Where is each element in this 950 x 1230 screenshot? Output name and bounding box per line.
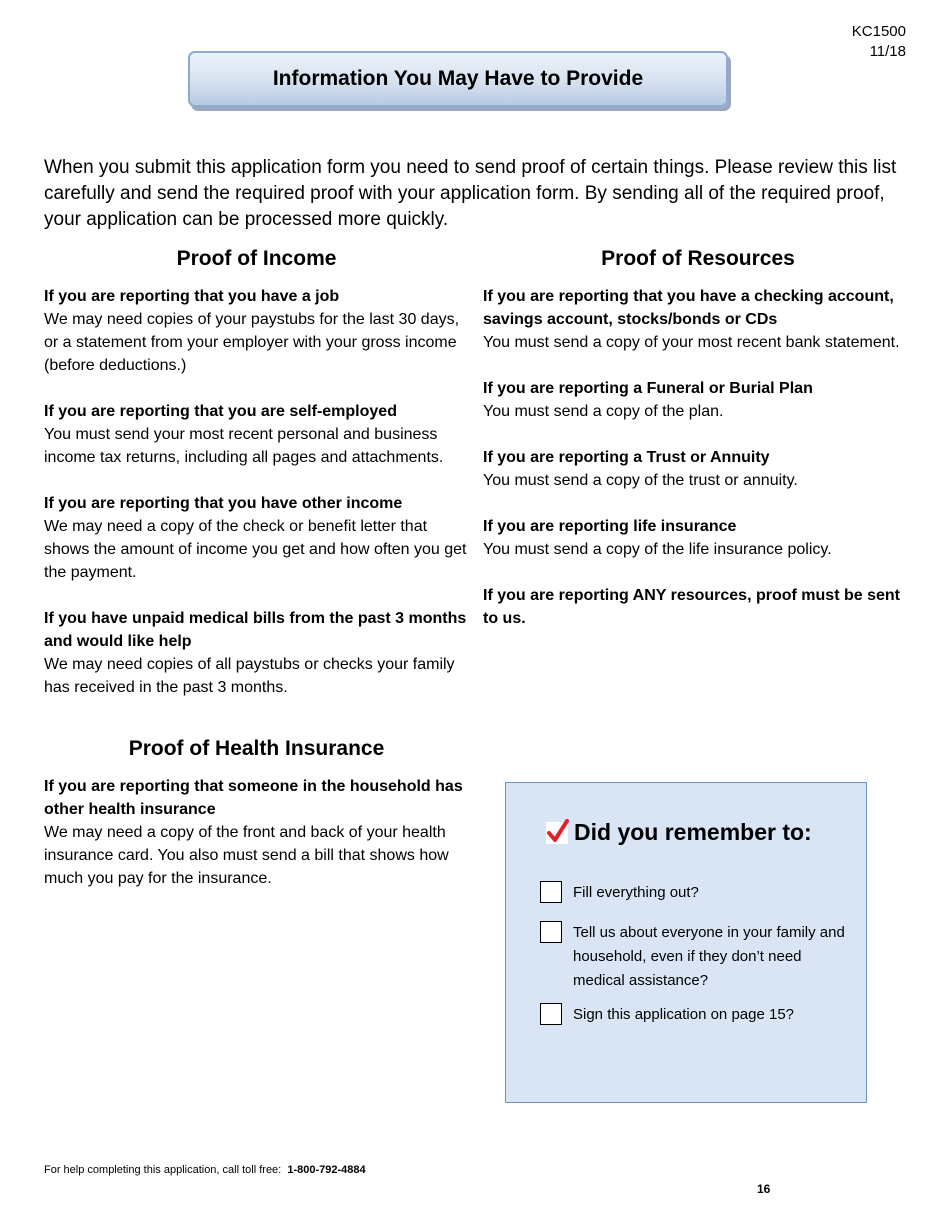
resources-item-title: If you are reporting a Funeral or Burial Plan bbox=[483, 380, 813, 397]
income-item-body: We may need copies of your paystubs for the last 30 days, or a statement from your employer with your gross income (before deductions.) bbox=[44, 311, 460, 374]
checklist-item bbox=[540, 1003, 850, 1027]
checklist-checkbox[interactable] bbox=[540, 1003, 562, 1025]
income-heading: Proof of Income bbox=[176, 247, 337, 270]
checklist-checkbox[interactable] bbox=[540, 921, 562, 943]
income-section bbox=[44, 245, 469, 722]
income-item-body: We may need a copy of the check or benefit letter that shows the amount of income you get and how often you get the payment. bbox=[44, 518, 467, 581]
resources-item bbox=[483, 446, 913, 492]
income-item-title: If you are reporting that you have other income bbox=[44, 495, 403, 512]
income-item-body: We may need copies of all paystubs or checks your family has received in the past 3 months. bbox=[44, 656, 455, 696]
income-item bbox=[44, 492, 469, 584]
income-item-title: If you are reporting that you have a job bbox=[44, 288, 340, 305]
resources-item-body: You must send a copy of the trust or annuity. bbox=[483, 472, 798, 489]
resources-item bbox=[483, 285, 913, 354]
form-code: KC1500 bbox=[851, 23, 906, 40]
resources-item-body: You must send a copy of the life insurance policy. bbox=[483, 541, 832, 558]
checklist-title: Did you remember to: bbox=[574, 819, 812, 845]
checklist-title-row bbox=[546, 819, 812, 846]
form-code-block bbox=[852, 22, 906, 62]
page-title-banner bbox=[188, 51, 728, 107]
checklist-item-label: Fill everything out? bbox=[573, 884, 699, 901]
footer-phone[interactable]: 1-800-792-4884 bbox=[287, 1164, 366, 1176]
resources-item bbox=[483, 515, 913, 561]
income-item-body: You must send your most recent personal and business income tax returns, including all pages and attachments. bbox=[44, 426, 444, 466]
health-item-title: If you are reporting that someone in the household has other health insurance bbox=[44, 778, 463, 818]
checklist-item-label: Tell us about everyone in your family and household, even if they don’t need medical assistance? bbox=[573, 924, 845, 989]
income-item bbox=[44, 607, 469, 699]
checklist-item bbox=[540, 921, 850, 993]
resources-item-body: You must send a copy of your most recent bank statement. bbox=[483, 334, 900, 351]
resources-item-title: If you are reporting that you have a checking account, savings account, stocks/bonds or CDs bbox=[483, 288, 894, 328]
checklist-checkbox[interactable] bbox=[540, 881, 562, 903]
health-heading: Proof of Health Insurance bbox=[128, 737, 385, 760]
income-item bbox=[44, 400, 469, 469]
checklist-item bbox=[540, 881, 850, 905]
resources-closing-note: If you are reporting ANY resources, proof must be sent to us. bbox=[483, 587, 900, 627]
page-title: Information You May Have to Provide bbox=[272, 67, 644, 90]
footer-help-text: For help completing this application, call toll free: bbox=[44, 1164, 282, 1176]
income-item-title: If you are reporting that you are self-employed bbox=[44, 403, 397, 420]
resources-item-title: If you are reporting life insurance bbox=[483, 518, 737, 535]
reminder-checklist-box bbox=[505, 782, 867, 1103]
health-item-body: We may need a copy of the front and back of your health insurance card. You also must send a bill that shows how much you pay for the insurance. bbox=[44, 824, 449, 887]
check-mark-icon bbox=[546, 822, 568, 844]
checklist-item-label: Sign this application on page 15? bbox=[573, 1006, 795, 1023]
resources-section bbox=[483, 245, 913, 630]
resources-item bbox=[483, 377, 913, 423]
resources-heading: Proof of Resources bbox=[601, 247, 795, 270]
footer-help bbox=[44, 1164, 366, 1176]
resources-item-body: You must send a copy of the plan. bbox=[483, 403, 724, 420]
income-item bbox=[44, 285, 469, 377]
resources-item-title: If you are reporting a Trust or Annuity bbox=[483, 449, 770, 466]
intro-paragraph: When you submit this application form you need to send proof of certain things. Please review this list carefully and send the required proof with your application form. By sending all of the required proof, your application can be processed more quickly. bbox=[44, 157, 897, 230]
page-number: 16 bbox=[757, 1182, 771, 1196]
income-item-title: If you have unpaid medical bills from the past 3 months and would like help bbox=[44, 610, 467, 650]
form-date: 11/18 bbox=[869, 43, 906, 60]
health-insurance-section bbox=[44, 735, 469, 890]
